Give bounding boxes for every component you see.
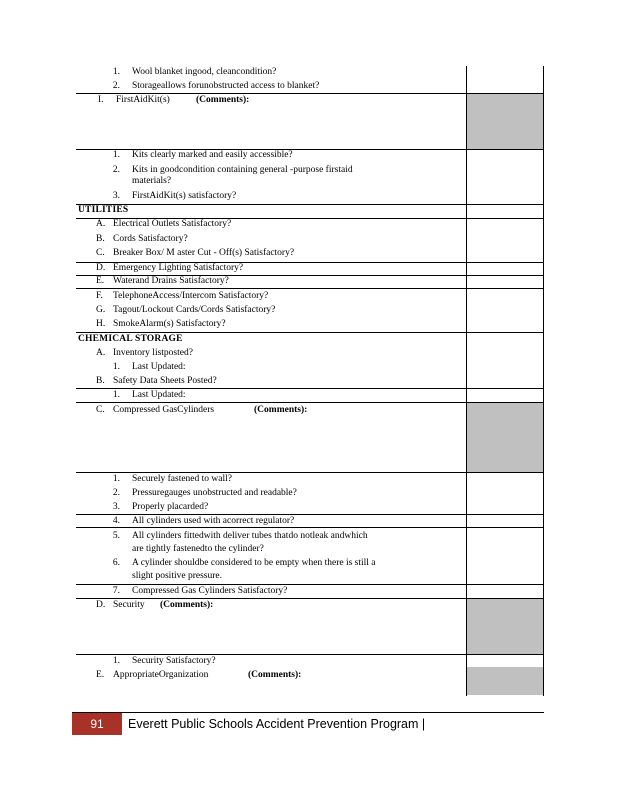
item-number: 1. [112, 362, 120, 372]
checklist-item: SmokeAlarm(s) Satisfactory? [113, 319, 226, 329]
row-divider [76, 402, 544, 403]
comment-box[interactable] [467, 667, 543, 695]
row-divider [76, 584, 544, 585]
section-letter: D. [96, 263, 106, 273]
row-divider [76, 598, 544, 599]
checklist-item: FirstAidKit(s) [116, 95, 170, 105]
item-number: 2. [112, 81, 120, 91]
checklist-item: AppropriateOrganization [113, 670, 209, 680]
comments-label: (Comments): [248, 670, 302, 680]
checklist-item: Pressuregauges unobstructed and readable? [132, 488, 297, 498]
comments-label: (Comments): [160, 600, 214, 610]
page-footer [72, 712, 544, 735]
checklist-item: Last Updated: [132, 390, 186, 400]
checklist-item: TelephoneAccess/Intercom Satisfactory? [113, 291, 269, 301]
row-divider [76, 472, 544, 473]
checklist-item: Tagout/Lockout Cards/Cords Satisfactory? [113, 305, 276, 315]
comment-box[interactable] [467, 403, 543, 472]
checklist-item: Electrical Outlets Satisfactory? [113, 219, 232, 229]
section-letter: B. [96, 376, 105, 386]
checklist-item: Cords Satisfactory? [113, 234, 188, 244]
item-number: 5. [112, 531, 120, 541]
row-divider [76, 332, 544, 333]
checklist-item: All cylinders fittedwith deliver tubes thatdo notleak andwhich [132, 531, 368, 541]
section-letter: C. [96, 248, 105, 258]
item-number: 1. [112, 390, 120, 400]
item-number: 1. [112, 67, 120, 77]
checklist-item: Inventory listposted? [113, 348, 193, 358]
checklist-item: Security Satisfactory? [132, 656, 216, 666]
checklist-item: Breaker Box/ M aster Cut - Off(s) Satisfactory? [113, 248, 295, 258]
section-letter: A. [96, 219, 106, 229]
checklist-item: Securely fastened to wall? [132, 474, 232, 484]
row-divider [76, 514, 544, 515]
checklist-item: Properly placarded? [132, 502, 209, 512]
row-divider [76, 204, 544, 205]
item-number: 7. [112, 586, 120, 596]
item-number: 1. [112, 656, 120, 666]
row-divider [76, 288, 544, 289]
item-number: 1. [112, 150, 120, 160]
row-divider [76, 527, 544, 528]
section-letter: I. [98, 95, 104, 105]
section-header: CHEMICAL STORAGE [78, 334, 183, 344]
checklist-item: Last Updated: [132, 362, 186, 372]
section-letter: A. [96, 348, 106, 358]
checklist-item: Compressed GasCylinders [113, 405, 215, 415]
checklist-item-continued: materials? [132, 176, 172, 186]
comment-box[interactable] [467, 599, 543, 654]
section-letter: D. [96, 600, 106, 610]
comments-label: (Comments): [254, 405, 308, 415]
section-letter: E. [96, 670, 105, 680]
section-letter: H. [96, 319, 106, 329]
item-number: 2. [112, 488, 120, 498]
section-letter: F. [96, 291, 103, 301]
section-letter: B. [96, 234, 105, 244]
checklist-item: Security [113, 600, 145, 610]
footer-title: Everett Public Schools Accident Prevention Program | [128, 717, 426, 731]
section-header: UTILITIES [78, 205, 129, 215]
checklist-item-continued: slight positive pressure. [132, 571, 222, 581]
comment-box[interactable] [467, 94, 543, 149]
item-number: 6. [112, 558, 120, 568]
checklist-item: Kits in goodcondition containing general -purpose firstaid [132, 165, 353, 175]
checklist-item: Emergency Lighting Satisfactory? [113, 263, 244, 273]
item-number: 1. [112, 474, 120, 484]
inspection-checklist [76, 66, 544, 696]
comments-label: (Comments): [196, 95, 250, 105]
column-divider [543, 66, 544, 696]
page-number: 91 [72, 713, 122, 735]
checklist-item-continued: are tightly fastenedto the cylinder? [132, 544, 264, 554]
checklist-item: Wool blanket ingood, cleancondition? [132, 67, 277, 77]
checklist-item: FirstAidKit(s) satisfactory? [132, 191, 237, 201]
item-number: 2. [112, 165, 120, 175]
checklist-item: Kits clearly marked and easily accessible? [132, 150, 293, 160]
section-letter: G. [96, 305, 106, 315]
checklist-item: Compressed Gas Cylinders Satisfactory? [132, 586, 288, 596]
section-letter: E. [96, 276, 105, 286]
item-number: 4. [112, 516, 120, 526]
checklist-item: Waterand Drains Satisfactory? [113, 276, 229, 286]
row-divider [76, 388, 544, 389]
checklist-item: Safety Data Sheets Posted? [113, 376, 217, 386]
row-divider [76, 93, 544, 94]
checklist-item: All cylinders used with acorrect regulator? [132, 516, 295, 526]
section-letter: C. [96, 405, 105, 415]
item-number: 3. [112, 191, 120, 201]
checklist-item: A cylinder shouldbe considered to be empty when there is still a [132, 558, 376, 568]
checklist-item: Storageallows forunobstructed access to blanket? [132, 81, 320, 91]
row-divider [76, 654, 544, 655]
item-number: 3. [112, 502, 120, 512]
